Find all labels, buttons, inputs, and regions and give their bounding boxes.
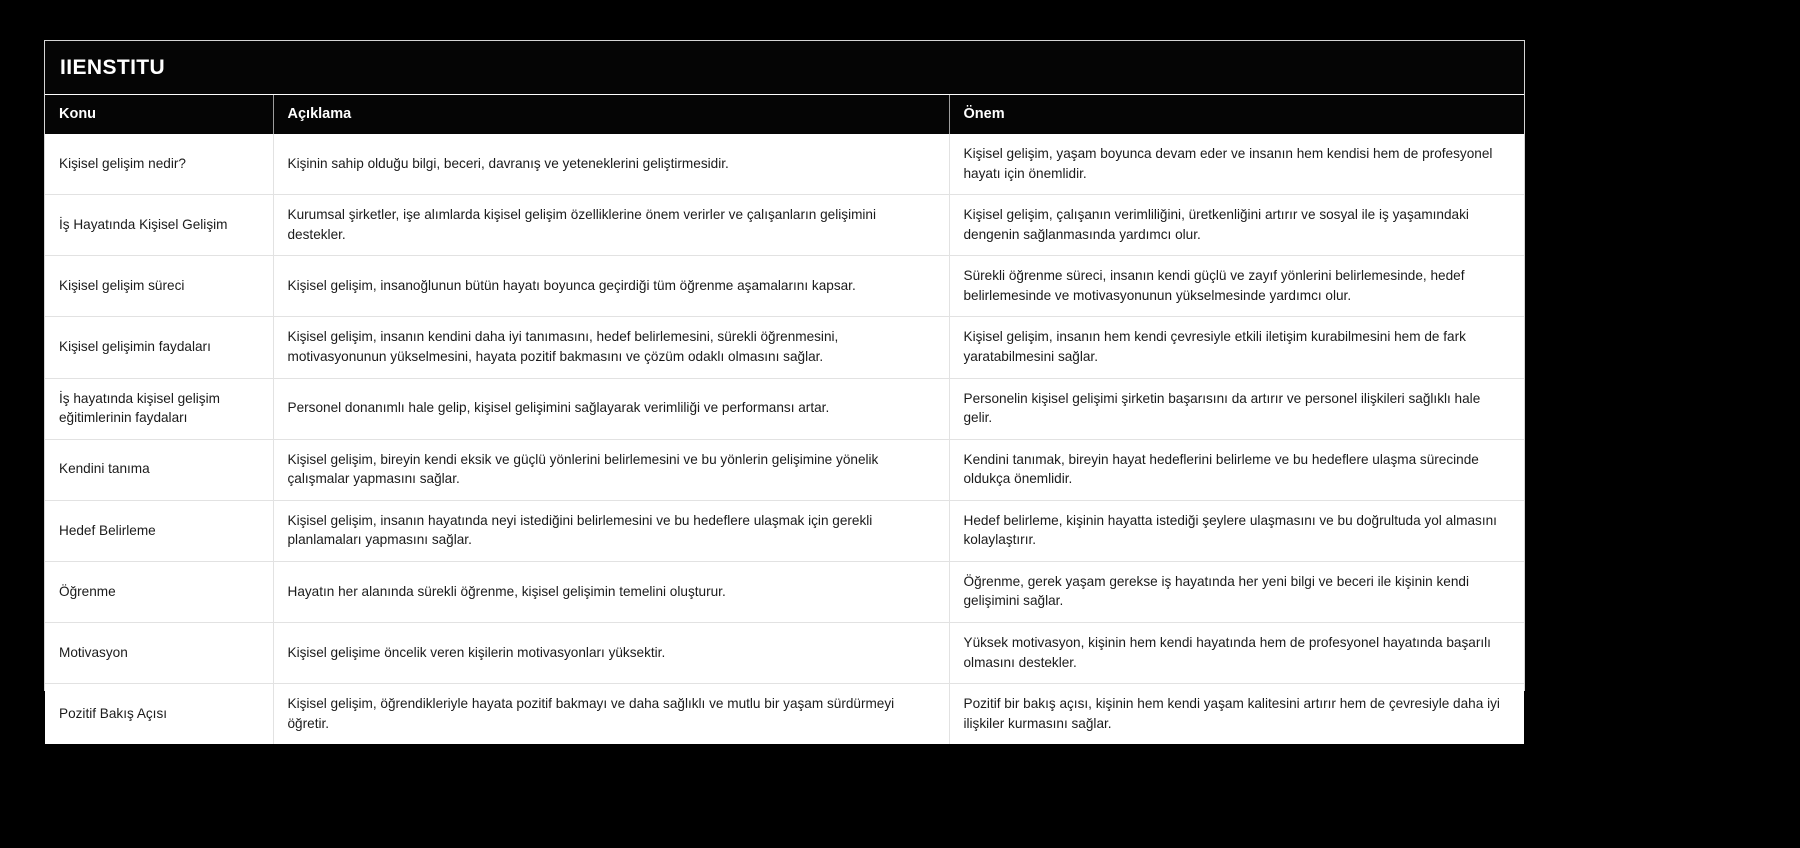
cell-onem: Personelin kişisel gelişimi şirketin başarısını da artırır ve personel ilişkileri sağlıklı hale gelir.	[949, 378, 1524, 439]
table-row	[45, 317, 1524, 378]
cell-aciklama: Kişisel gelişim, insanoğlunun bütün hayatı boyunca geçirdiği tüm öğrenme aşamalarını kapsar.	[273, 256, 949, 317]
cell-konu: Motivasyon	[45, 623, 273, 684]
cell-aciklama: Kişisel gelişim, insanın hayatında neyi istediğini belirlemesini ve bu hedeflere ulaşmak için gerekli planlamaları yapmasını sağlar.	[273, 500, 949, 561]
cell-konu: Hedef Belirleme	[45, 500, 273, 561]
table-row	[45, 684, 1524, 745]
table-row	[45, 500, 1524, 561]
cell-onem: Öğrenme, gerek yaşam gerekse iş hayatında her yeni bilgi ve beceri ile kişinin kendi gelişimini sağlar.	[949, 561, 1524, 622]
table-row	[45, 195, 1524, 256]
cell-onem: Yüksek motivasyon, kişinin hem kendi hayatında hem de profesyonel hayatında başarılı olmasını destekler.	[949, 623, 1524, 684]
cell-aciklama: Kişinin sahip olduğu bilgi, beceri, davranış ve yeteneklerini geliştirmesidir.	[273, 134, 949, 195]
cell-konu: İş hayatında kişisel gelişim eğitimlerinin faydaları	[45, 378, 273, 439]
table-row	[45, 378, 1524, 439]
personal-development-table	[45, 95, 1524, 744]
cell-aciklama: Kurumsal şirketler, işe alımlarda kişisel gelişim özelliklerine önem verirler ve çalışanların gelişimini destekler.	[273, 195, 949, 256]
cell-aciklama: Kişisel gelişim, bireyin kendi eksik ve güçlü yönlerini belirlemesini ve bu yönlerin gelişimine yönelik çalışmalar yapmasını sağlar.	[273, 439, 949, 500]
cell-konu: Kişisel gelişim nedir?	[45, 134, 273, 195]
cell-onem: Sürekli öğrenme süreci, insanın kendi güçlü ve zayıf yönlerini belirlemesinde, hedef belirlemesinde ve motivasyonunun yükselmesinde yardımcı olur.	[949, 256, 1524, 317]
brand-title: IIENSTITU	[60, 55, 166, 79]
cell-konu: İş Hayatında Kişisel Gelişim	[45, 195, 273, 256]
cell-onem: Hedef belirleme, kişinin hayatta istediği şeylere ulaşmasını ve bu doğrultuda yol almasını kolaylaştırır.	[949, 500, 1524, 561]
table-row	[45, 256, 1524, 317]
cell-konu: Pozitif Bakış Açısı	[45, 684, 273, 745]
cell-onem: Kişisel gelişim, çalışanın verimliliğini, üretkenliğini artırır ve sosyal ile iş yaşamındaki dengenin sağlanmasında yardımcı olur.	[949, 195, 1524, 256]
cell-onem: Kişisel gelişim, insanın hem kendi çevresiyle etkili iletişim kurabilmesini hem de fark yaratabilmesini sağlar.	[949, 317, 1524, 378]
content-card	[44, 40, 1525, 731]
cell-aciklama: Kişisel gelişime öncelik veren kişilerin motivasyonları yüksektir.	[273, 623, 949, 684]
column-header-konu: Konu	[45, 95, 273, 134]
cell-konu: Kişisel gelişim süreci	[45, 256, 273, 317]
column-header-onem: Önem	[949, 95, 1524, 134]
cell-onem: Pozitif bir bakış açısı, kişinin hem kendi yaşam kalitesini artırır hem de çevresiyle daha iyi ilişkiler kurmasını sağlar.	[949, 684, 1524, 745]
cell-onem: Kişisel gelişim, yaşam boyunca devam eder ve insanın hem kendisi hem de profesyonel hayatı için önemlidir.	[949, 134, 1524, 195]
cell-aciklama: Personel donanımlı hale gelip, kişisel gelişimini sağlayarak verimliliği ve performansı artar.	[273, 378, 949, 439]
table-header-row	[45, 95, 1524, 134]
brand-header	[45, 41, 1524, 95]
cell-konu: Öğrenme	[45, 561, 273, 622]
table-row	[45, 134, 1524, 195]
table-row	[45, 623, 1524, 684]
cell-aciklama: Kişisel gelişim, öğrendikleriyle hayata pozitif bakmayı ve daha sağlıklı ve mutlu bir yaşam sürdürmeyi öğretir.	[273, 684, 949, 745]
cell-aciklama: Kişisel gelişim, insanın kendini daha iyi tanımasını, hedef belirlemesini, sürekli öğrenmesini, motivasyonunun yükselmesini, hayata pozitif bakmasını ve çözüm odaklı olmasını sağlar.	[273, 317, 949, 378]
column-header-aciklama: Açıklama	[273, 95, 949, 134]
table-header	[45, 95, 1524, 134]
cell-aciklama: Hayatın her alanında sürekli öğrenme, kişisel gelişimin temelini oluşturur.	[273, 561, 949, 622]
cell-konu: Kendini tanıma	[45, 439, 273, 500]
cell-konu: Kişisel gelişimin faydaları	[45, 317, 273, 378]
table-row	[45, 561, 1524, 622]
table-body	[45, 134, 1524, 744]
cell-onem: Kendini tanımak, bireyin hayat hedeflerini belirleme ve bu hedeflere ulaşma sürecinde oldukça önemlidir.	[949, 439, 1524, 500]
table-row	[45, 439, 1524, 500]
